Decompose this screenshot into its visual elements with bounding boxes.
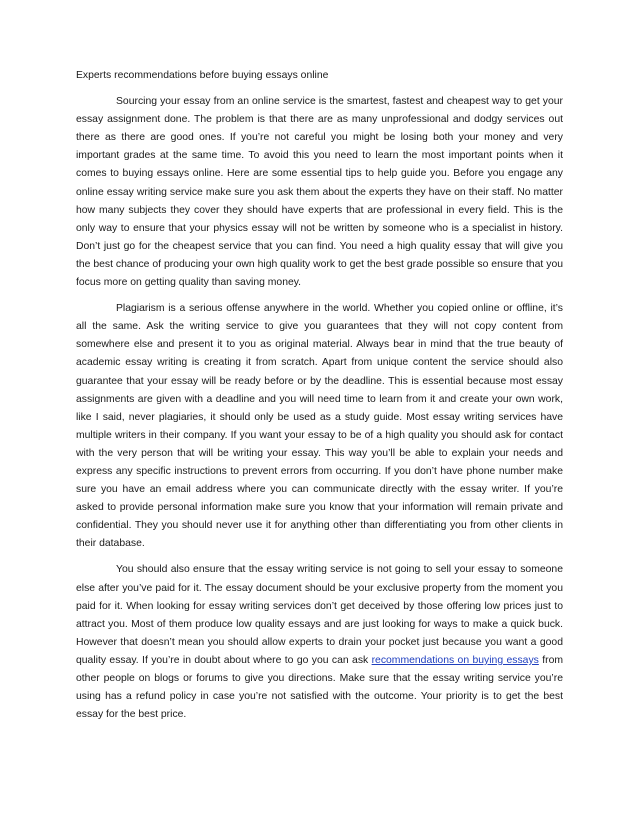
paragraph-2: Plagiarism is a serious offense anywhere in the world. Whether you copied online or offline, it’s all the same. Ask the writing service to give you guarantees that they will not copy content from somewhere else and present it to you as original material. Always bear in mind that the true beauty of academic essay writing is creating it from scratch. Apart from unique content the service should also guarantee that your essay will be ready before or by the deadline. This is essential because most essay assignments are given with a deadline and you will need time to learn from it and create your own work, like I said, never plagiaries, it should only be used as a study guide. Most essay writing services have multiple writers in their company. If you want your essay to be of a high quality you should ask for contact with the very person that will be writing your essay. This way you’ll be able to explain your needs and express any specific instructions to prevent errors from occurring. If you don’t have phone number make sure you have an email address where you can communicate directly with the essay writer. If you’re asked to provide personal information make sure you know that your information will remain private and confidential. They you should never use it for anything other than differentiating you from other clients in their database. [76, 303, 563, 550]
paragraph-3-text-after-link: from other people on blogs or forums to give you directions. Make sure that the essay writing service you’re using has a refund policy in case you’re not satisfied with the outcome. Your priority is to get the best essay for the best price. [76, 654, 564, 721]
recommendations-link[interactable]: recommendations on buying essays [371, 654, 539, 666]
paragraph-3-text-before-link: You should also ensure that the essay writing service is not going to sell your essay to someone else after you’ve paid for it. The essay document should be your exclusive property from the moment you paid for it. When looking for essay writing services don’t get deceived by those offering low prices just to attract you. Most of them produce low quality essays and are just looking for ways to make a quick buck. However that doesn’t mean you should allow experts to drain your pocket just because you want a good quality essay. If you’re in doubt about where to go you can ask [76, 564, 563, 666]
document-page [76, 67, 563, 732]
document-title: Experts recommendations before buying essays online [76, 70, 329, 81]
paragraph-1: Sourcing your essay from an online service is the smartest, fastest and cheapest way to get your essay assignment done. The problem is that there are as many unprofessional and dodgy services out there as there are good ones. If you’re not careful you might be losing both your money and very important grades at the same time. To avoid this you need to learn the most important points when it comes to buying essays online. Here are some essential tips to help guide you. Before you engage any online essay writing service make sure you ask them about the experts they have on their staff. No matter how many subjects they cover they should have experts that are professional in every field. This is the only way to ensure that your physics essay will not be written by someone who is a specialist in history. Don’t just go for the cheapest service that you can find. You need a high quality essay that will give you the best chance of producing your own high quality work to get the best grade possible so ensure that you focus more on getting quality than saving money. [76, 96, 563, 289]
paragraph-3 [76, 561, 563, 724]
